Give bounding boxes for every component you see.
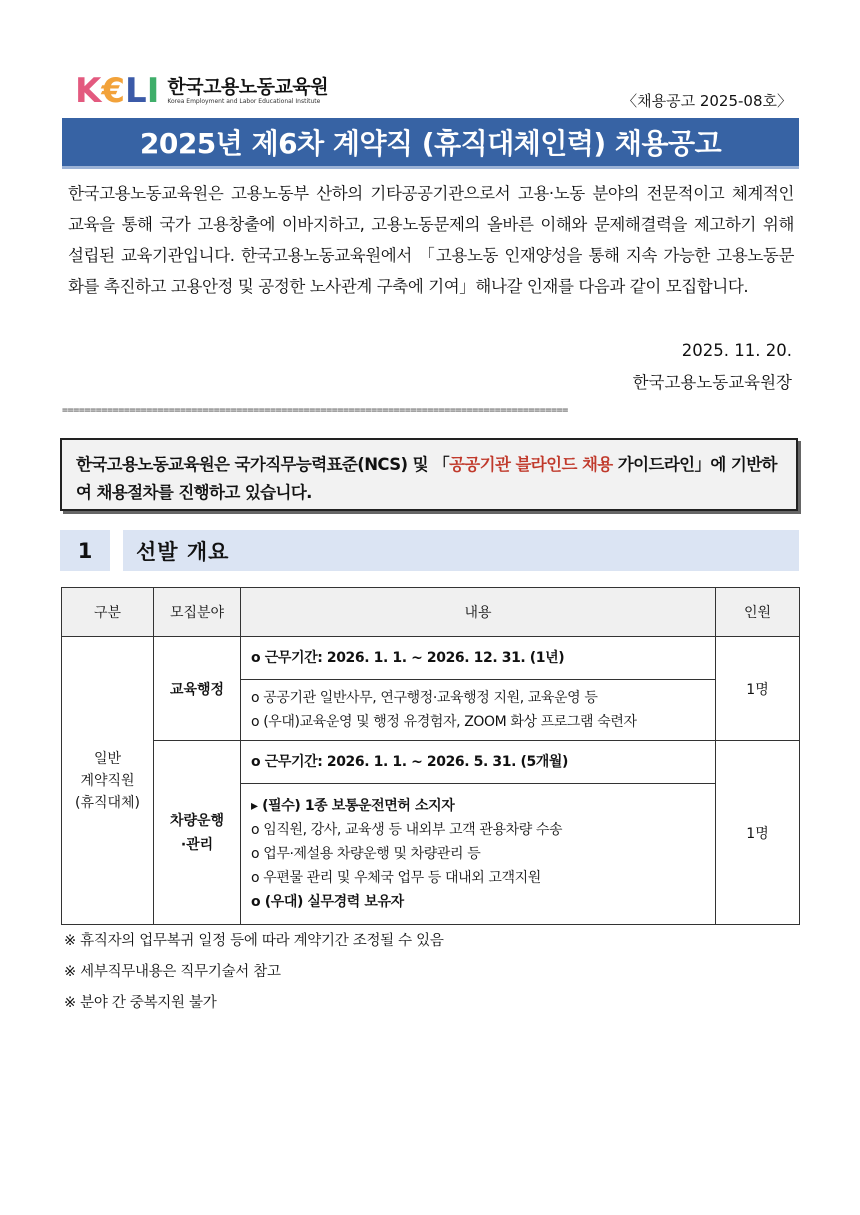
category-cell (62, 637, 154, 925)
work-period: o 근무기간: 2026. 1. 1. ~ 2026. 5. 31. (5개월) (251, 754, 569, 770)
page-title: 2025년 제6차 계약직 (휴직대체인력) 채용공고 (62, 118, 799, 166)
field-cell: 교육행정 (154, 637, 241, 741)
table-row (62, 741, 800, 784)
table-header-row (62, 588, 800, 637)
header-content: 내용 (241, 588, 716, 637)
header-category: 구분 (62, 588, 154, 637)
ncs-text-1: 한국고용노동교육원은 국가직무능력표준(NCS) 및 「 (76, 455, 449, 474)
notes (64, 926, 444, 1019)
category-line: (휴직대체) (74, 794, 141, 811)
details-cell (241, 680, 716, 741)
intro-paragraph: 한국고용노동교육원은 고용노동부 산하의 기타공공기관으로서 고용·노동 분야의 전문적이고 체계적인 교육을 통해 국가 고용창출에 이바지하고, 고용노동문제의 올바른 이해와 문제해결력을 제고하기 위해 설립된 교육기관입니다. 한국고용노동교육원에서 「고용노동 인재양성을 통해 지속 가능한 고용노동문화를 촉진하고 고용안정 및 공정한 노사관계 구축에 기여」해나갈 인재를 다음과 같이 모집합니다. (68, 184, 794, 296)
note-item: ※ 세부직무내용은 직무기술서 참고 (64, 964, 281, 980)
period-cell (241, 637, 716, 680)
preferred-item: o (우대) 실무경력 보유자 (251, 894, 404, 910)
logo-mark: K € L I (75, 71, 160, 111)
period-cell (241, 741, 716, 784)
detail-item: o 우편물 관리 및 우체국 업무 등 대내외 고객지원 (251, 870, 541, 886)
note-item: ※ 휴직자의 업무복귀 일정 등에 따라 계약기간 조정될 수 있음 (64, 933, 444, 949)
notice-number: 〈채용공고 2025-08호〉 (622, 92, 792, 110)
section-title: 선발 개요 (123, 530, 799, 571)
category-line: 계약직원 (80, 772, 135, 789)
count-cell: 1명 (716, 637, 800, 741)
logo-org-name: 한국고용노동교육원 (167, 76, 329, 98)
field-cell (154, 741, 241, 925)
title-underline (62, 166, 799, 169)
field-line: ·관리 (180, 836, 214, 853)
ncs-text-2: 가이드라인」에 기반하여 채용절차를 진행하고 있습니다. (76, 455, 777, 502)
divider: ========================================================================================== (62, 405, 568, 416)
issuer-name: 한국고용노동교육원장 (632, 373, 792, 392)
detail-item: o 공공기관 일반사무, 연구행정·교육행정 지원, 교육운영 등 (251, 690, 598, 706)
category-line: 일반 (93, 750, 122, 767)
detail-item: o (우대)교육운영 및 행정 유경험자, ZOOM 화상 프로그램 숙련자 (251, 714, 637, 730)
header-count: 인원 (716, 588, 800, 637)
org-logo (75, 73, 328, 109)
field-line: 차량운행 (169, 812, 225, 829)
logo-org-name-en: Korea Employment and Labor Educational Institute (167, 98, 321, 105)
detail-item: o 임직원, 강사, 교육생 등 내외부 고객 관용차량 수송 (251, 822, 563, 838)
work-period: o 근무기간: 2026. 1. 1. ~ 2026. 12. 31. (1년) (251, 650, 565, 666)
required-item: ▸ (필수) 1종 보통운전면허 소지자 (251, 798, 455, 814)
count-cell: 1명 (716, 741, 800, 925)
ncs-highlight: 공공기관 블라인드 채용 (448, 455, 613, 474)
table-row (62, 637, 800, 680)
section-number: 1 (60, 530, 110, 571)
detail-item: o 업무·제설용 차량운행 및 차량관리 등 (251, 846, 481, 862)
recruitment-table (61, 587, 800, 925)
ncs-notice-box (60, 438, 798, 511)
notice-date: 2025. 11. 20. (681, 341, 792, 360)
header-field: 모집분야 (154, 588, 241, 637)
details-cell (241, 784, 716, 925)
note-item: ※ 분야 간 중복지원 불가 (64, 995, 217, 1011)
